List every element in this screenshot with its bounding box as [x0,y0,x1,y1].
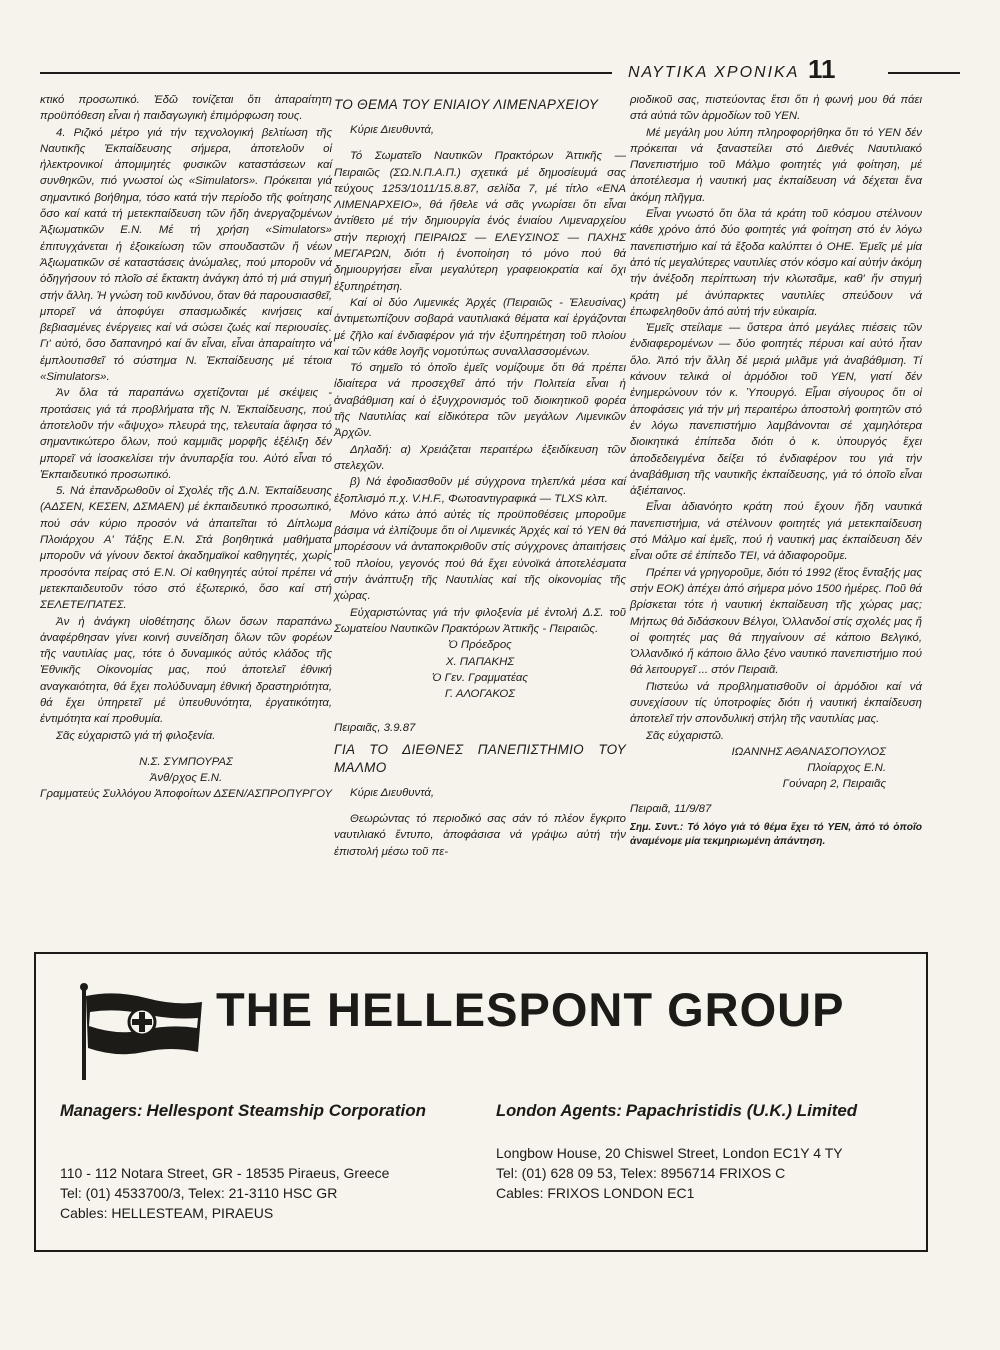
signature-line: Ὁ Πρόεδρος [448,639,512,652]
managers-label: Managers: [60,1102,143,1120]
paragraph: Μόνο κάτω ἀπό αὐτές τίς προϋποθέσεις μποροῦμε βάσιμα νά ἐλπίζουμε ὅτι οἱ Λιμενικές Ἀρχές καί τό ΥΕΝ θά μπορέσουν νά ἀνταποκριθοῦν στίς σύγχρονες ἀπαιτήσεις τοῦ πλοίου, γεγονός πού θά ἔχει εὐνοϊκά ἀποτελέσματα στήν ἀνάπτυξη τῆς Ναυτιλίας καί τῆς οἰκονομίας τῆς χώρας. [334,508,626,603]
header-rule-right [888,72,960,74]
address-line: 110 - 112 Notara Street, GR - 18535 Piraeus, Greece [60,1165,390,1181]
company-title: THE HELLESPONT GROUP [216,983,845,1036]
london-address [496,1143,843,1203]
salutation: Κύριε Διευθυντά, [350,786,434,799]
paragraph: ριοδικοῦ σας, πιστεύοντας ἔτσι ὅτι ἡ φωνή μου θά πάει στά αὐτιά τῶν ἁρμοδίων τοῦ ΥΕΝ. [630,94,922,123]
paragraph: Ἐμεῖς στείλαμε — ὕστερα ἀπό μεγάλες πιέσεις τῶν ἐνδιαφερομένων — δύο φοιτητές πέρυσι καί αὐτό ἦταν ὅλο. Ἀπό τήν ἄλλη δέ μεριά μιλᾶμε γιά ἀναβάθμιση. Τί κάνουν τελικά οἱ ἁρμόδιοι τοῦ ΥΕΝ, γιατί δέν ἐνημερώνουν τόν κ. Ὑπουργό. Εἶμαι σίγουρος ὅτι οἱ ἀποφάσεις γιά τήν μή περαιτέρω ἀποστολή φοιτητῶν στό ἐν λόγω πανεπιστήμιο λαμβάνονται σέ χαμηλότερα διοικητικά ἐπίπεδα διότι ὁ κ. ὑπουργός ἔχει ἀποδεδειγμένα δείξει τό ἐνδιαφέρον του γιά τήν ἀναβάθμιση τῆς ναυτικῆς ἐκπαίδευσης, γιά τό ὁποῖο εἶναι ἀξιέπαινος. [630,322,922,498]
paragraph: 5. Νά ἐπανδρωθοῦν οἱ Σχολές τῆς Δ.Ν. Ἐκπαίδευσης (ΑΔΣΕΝ, ΚΕΣΕΝ, ΔΣΜΑΕΝ) μέ ἐκπαιδευτικό προσωπικό, πού σάν κύριο προσόν νά ἀπαιτεῖται τό Δίπλωμα Πλοιάρχου Α' Τάξης Ε.Ν. Στά βοηθητικά μαθήματα μποροῦν νά γίνουν δεκτοί ἀκαδημαϊκοί καθηγητές, χωρίς προσόντα πείρας στό Ε.Ν. Οἱ καθηγητές αὐτοί πρέπει νά μετεκπαιδευτοῦν τόσο στό ἐξωτερικό, ὅσο καί στή ΣΕΛΕΤΕ/ΠΑΤΕΣ. [40,485,332,612]
address-line: Cables: HELLESTEAM, PIRAEUS [60,1205,274,1221]
paragraph: Τό Σωματεῖο Ναυτικῶν Πρακτόρων Ἀττικῆς — Πειραιῶς (ΣΩ.Ν.Π.Α.Π.) σχετικά μέ δημοσίευμά σας τεύχους 1253/1011/15.8.87, σελίδα 7, μέ τίτλο «ΕΝΑ ΛΙΜΕΝΑΡΧΕΙΟ», θά ἤθελε νά σᾶς γνωρίσει ὅτι εἶναι ἀντίθετο μέ τήν δημιουργία ἑνός ἑνιαίου Λιμεναρχείου στήν περιοχή ΠΕΙΡΑΙΩΣ — ΕΛΕΥΣΙΝΟΣ — ΠΑΧΗΣ ΜΕΓΑΡΩΝ, διότι ἡ ἑνοποίηση τό μόνο πού θά δημιουργήσει εἶναι μεγαλύτερη γραφειοκρατία καί ὄχι ἐξυπηρέτηση. [334,150,626,293]
agents-label: London Agents: [496,1102,622,1120]
agents-line [496,1100,857,1122]
address-line: Cables: FRIXOS LONDON EC1 [496,1185,695,1201]
hellespont-advertisement [34,952,928,1252]
paragraph: Εἶναι ἀδιανόητο κράτη πού ἔχουν ἤδη ναυτικά πανεπιστήμια, νά στέλνουν φοιτητές γιά μετεκπαίδευση στό Μάλμο καί ἐμεῖς, πού ἡ ναυτική μας ἐκπαίδευση δέν εἶναι οὔτε σέ ἐπίπεδο ΤΕΙ, νά ἀδιαφοροῦμε. [630,501,922,563]
signature-title: Γραμματεύς Συλλόγου Ἀποφοίτων ΔΣΕΝ/ΑΣΠΡΟΠΥΡΓΟΥ [40,788,332,801]
signature-rank: Ἀνθ/ρχος Ε.Ν. [149,772,223,785]
signature-name: ΙΩΑΝΝΗΣ ΑΘΑΝΑΣΟΠΟΥΛΟΣ [731,745,886,758]
article-column-1 [40,92,332,803]
paragraph: 4. Ριζικό μέτρο γιά τήν τεχνολογική βελτίωση τῆς Ναυτικῆς Ἐκπαίδευσης σήμερα, ἀποτελοῦν οἱ ἠλεκτρονικοί ἀπομιμητές φυσικῶν καταστάσεων καί συνθηκῶν, πιό γνωστοί ὡς «Simulators». Πρόκειται γιά σημαντικό βοήθημα, τόσο κατά τήν περίοδο τῆς φοίτησης ὅσο καί κατά τή μετεκπαίδευση τῶν ἤδη ἀνεργαζομένων Ἀξιωματικῶν Ε.Ν. Μέ τή χρήση «Simulators» ἐπιτυγχάνεται ἡ ἐξοικείωση τῶν σπουδαστῶν ἤ νέων Ἀξιωματικῶν σέ καταστάσεις ἀνώμαλες, πού μποροῦν νά ὁδηγήσουν τό πλοῖο σέ ἔκτακτη ἀνάγκη ἀπό τή μιά στιγμή στήν ἄλλη. Ἡ γνώση τοῦ κινδύνου, ὅταν θά παρουσιασθεῖ, μπορεῖ νά ἀποφύγει σπασμωδικές κινήσεις καί βεβιασμένες ἐνέργειες καί νά σώσει ζωές καί περιουσίες. Γι' αὐτό, ὅσο δαπανηρό καί ἄν εἶναι, εἶναι ἀπαραίτητο νά ἐμπλουτισθεῖ τό σύστημα Ν. Ἐκπαίδευσης μέ τέτοια «Simulators». [40,126,332,384]
address-line: Tel: (01) 628 09 53, Telex: 8956714 FRIXOS C [496,1165,786,1181]
paragraph: Μέ μεγάλη μου λύπη πληροφορήθηκα ὅτι τό ΥΕΝ δέν πρόκειται νά ξαναστείλει στό Διεθνές Ναυτιλιακό Πανεπιστήμιο τοῦ Μάλμο φοιτητές γιά φοίτηση, μέ ἀποτέλεσμα ἡ ναυτική μας ἐκπαίδευση νά δέχεται ἕνα ἀκόμη πλῆγμα. [630,126,922,204]
article-column-3 [630,92,922,849]
managers-name: Hellespont Steamship Corporation [146,1101,427,1120]
paragraph: Τό σημεῖο τό ὁποῖο ἐμεῖς νομίζουμε ὅτι θά πρέπει ἰδιαίτερα νά προσεχθεῖ ἀπό τήν Πολιτεία εἶναι ἡ ἀναβάθμιση καί ὁ ἐξυγχρονισμός τοῦ διοικητικοῦ φορέα τῆς Ναυτιλίας καί εἰδικότερα τῶν μεγάλων Λιμενικῶν Ἀρχῶν. [334,362,626,440]
signature-line: Χ. ΠΑΠΑΚΗΣ [445,655,515,668]
running-header [40,54,960,90]
paragraph: Εὐχαριστώντας γιά τήν φιλοξενία μέ ἐντολή Δ.Σ. τοῦ Σωματείου Ναυτικῶν Πρακτόρων Ἀττικῆς - Πειραιῶς. [334,606,626,635]
paragraph: Ἀν ἡ ἀνάγκη υἱοθέτησης ὅλων ὅσων παραπάνω ἀναφέρθησαν γίνει κοινή συνείδηση ὅλων τῶν φορέων τῆς ναυτιλίας μας, τότε ὁ δυναμικός αὐτός κλάδος τῆς Ἐθνικῆς Οἰκονομίας μας, πού ἀποτελεῖ ἐθνική αναγκαιότητα, θά ἔχει πολύδυναμη ἐθνική δραστηριότητα, θά ἔχει ὑπηρετεῖ μέ ὑπευθυνότητα, ἐργατικότητα, ἐντιμότητα καί προθυμία. [40,615,332,726]
signature-line: Ὁ Γεν. Γραμματέας [432,671,528,684]
salutation: Κύριε Διευθυντά, [350,124,434,136]
paragraph: Σᾶς εὐχαριστῶ γιά τή φιλοξενία. [56,729,216,742]
editor-note: Σημ. Συντ.: Τό λόγο γιά τό θέμα ἔχει τό ΥΕΝ, ἀπό τό ὁποῖο ἀναμένομε μία τεκμηριωμένη ἀπάντηση. [630,822,922,848]
paragraph: Σᾶς εὐχαριστῶ. [646,729,725,742]
header-rule-left [40,72,612,74]
managers-line [60,1100,426,1122]
signature-name: Ν.Σ. ΣΥΜΠΟΥΡΑΣ [139,755,233,768]
paragraph: Πρέπει νά γρηγοροῦμε, διότι τό 1992 (ἔτος ἔνταξής μας στήν ΕΟΚ) ἀπέχει ἀπό σήμερα μόνο 1500 ἡμέρες. Ποῦ θά βρίσκεται τότε ἡ ναυτική ἐκπαίδευση τῆς χώρας μας; Μήπως θά διδάσκουν Βέλγοι, Ὁλλανδοί στίς σχολές μας ἤ οἱ φοιτητές μας θά πηγαίνουν σέ κάποιο Βελγικό, Ὁλλανδικό ἤ κάποιο ἄλλο ξένο ναυτικό πανεπιστήμιο πού θά λειτουργεῖ ... στόν Πειραιᾶ. [630,566,922,677]
letter-date: Πειραιᾶς, 3.9.87 [334,722,416,735]
paragraph: Εἶναι γνωστό ὅτι ὅλα τά κράτη τοῦ κόσμου στέλνουν κάθε χρόνο ἀπό δύο φοιτητές γιά φοίτηση στό ἐν λόγω πανεπιστήμιο καί τά ἔξοδα καλύπτει ὁ ΟΗΕ. Ἐμεῖς μέ μία ἀπό τίς μεγαλύτερες ναυτιλίες στόν κόσμο καί αὐτήν ἀκόμη τήν ἀνέξοδη περίπτωση τήν κλωτσᾶμε, καθ' ἥν στιγμή κράτη μέ ἀνύπαρκτες ναυτιλίες σπεύδουν νά ἐπωφεληθοῦν ἀπό αὐτή τήν εὐκαιρία. [630,208,922,318]
paragraph: Ἀν ὅλα τά παραπάνω σχετίζονται μέ σκέψεις - προτάσεις γιά τά προβλήματα τῆς Ν. Ἐκπαίδευσης, πού ἀποτελοῦν τήν «ἄψυχο» πλευρά της, τελευταία ἄφησα τό σημαντικώτερο ὅλων, πού καμμιᾶς μορφῆς ἐξέλιξη δέν μπορεῖ νά ἰσοσκελίσει τήν ἀνυπαρξία του. Αὐτό εἶναι τό Ἐκπαιδευτικό προσωπικό. [40,387,332,481]
page-number: 11 [808,54,836,84]
paragraph: Πιστεύω νά προβληματισθοῦν οἱ ἁρμόδιοι καί νά συνεχίσουν τίς ὑποτροφίες διότι ἡ ναυτική ἐκπαίδευση ἀποτελεῖ τήν σπονδυλική στήλη τῆς ναυτιλίας μας. [630,680,922,726]
article-title: ΓΙΑ ΤΟ ΔΙΕΘΝΕΣ ΠΑΝΕΠΙΣΤΗΜΙΟ ΤΟΥ ΜΑΛΜΟ [334,741,626,775]
signature-rank: Πλοίαρχος Ε.Ν. [807,762,886,775]
article-column-2 [334,92,626,860]
paragraph: β) Νά ἐφοδιασθοῦν μέ σύγχρονα τηλεπ/κά μέσα καί ἐξοπλισμό π.χ. V.H.F., Φωτοαντιγραφικά — TLXS κλπ. [334,476,626,505]
paragraph: κτικό προσωπικό. Ἐδῶ τονίζεται ὅτι ἀπαραίτητη προϋπόθεση εἶναι ἡ παιδαγωγικὴ ἐπιμόρφωση τους. [40,94,332,123]
piraeus-address [60,1163,389,1223]
address-line: Tel: (01) 4533700/3, Telex: 21-3110 HSC GR [60,1185,338,1201]
letter-date: Πειραιᾶ, 11/9/87 [630,802,712,815]
signature-address: Γούναρη 2, Πειραιᾶς [782,778,886,791]
paragraph: Δηλαδή: α) Χρειάζεται περαιτέρω ἐξειδίκευση τῶν στελεχῶν. [334,443,626,472]
flag-icon [76,982,206,1082]
paragraph: Καί οἱ δύο Λιμενικές Ἀρχές (Πειραιῶς - Ἐλευσίνας) ἀντιμετωπίζουν σοβαρά ναυτιλιακά θέματα καί ἐργάζονται μέ ζῆλο καί ἐνδιαφέρον γιά τήν ἐξυπηρέτηση τοῦ πλοίου καί τῶν κάθε λογῆς νομοτύπως συναλλασσομένων. [334,296,626,358]
paragraph: Θεωρώντας τό περιοδικό σας σάν τό πλέον ἔγκριτο ναυτιλιακό ἔντυπο, ἀποφάσισα νά γράψω αὐτή τήν ἐπιστολή μέσω τοῦ πε- [334,812,626,858]
article-title: ΤΟ ΘΕΜΑ ΤΟΥ ΕΝΙΑΙΟΥ ΛΙΜΕΝΑΡΧΕΙΟΥ [334,97,599,112]
address-line: Longbow House, 20 Chiswel Street, London EC1Y 4 TY [496,1145,843,1161]
signature-line: Γ. ΑΛΟΓΑΚΟΣ [444,688,516,701]
agents-name: Papachristidis (U.K.) Limited [625,1101,858,1120]
journal-name: ΝΑΥΤΙΚΑ ΧΡΟΝΙΚΑ [628,64,800,81]
